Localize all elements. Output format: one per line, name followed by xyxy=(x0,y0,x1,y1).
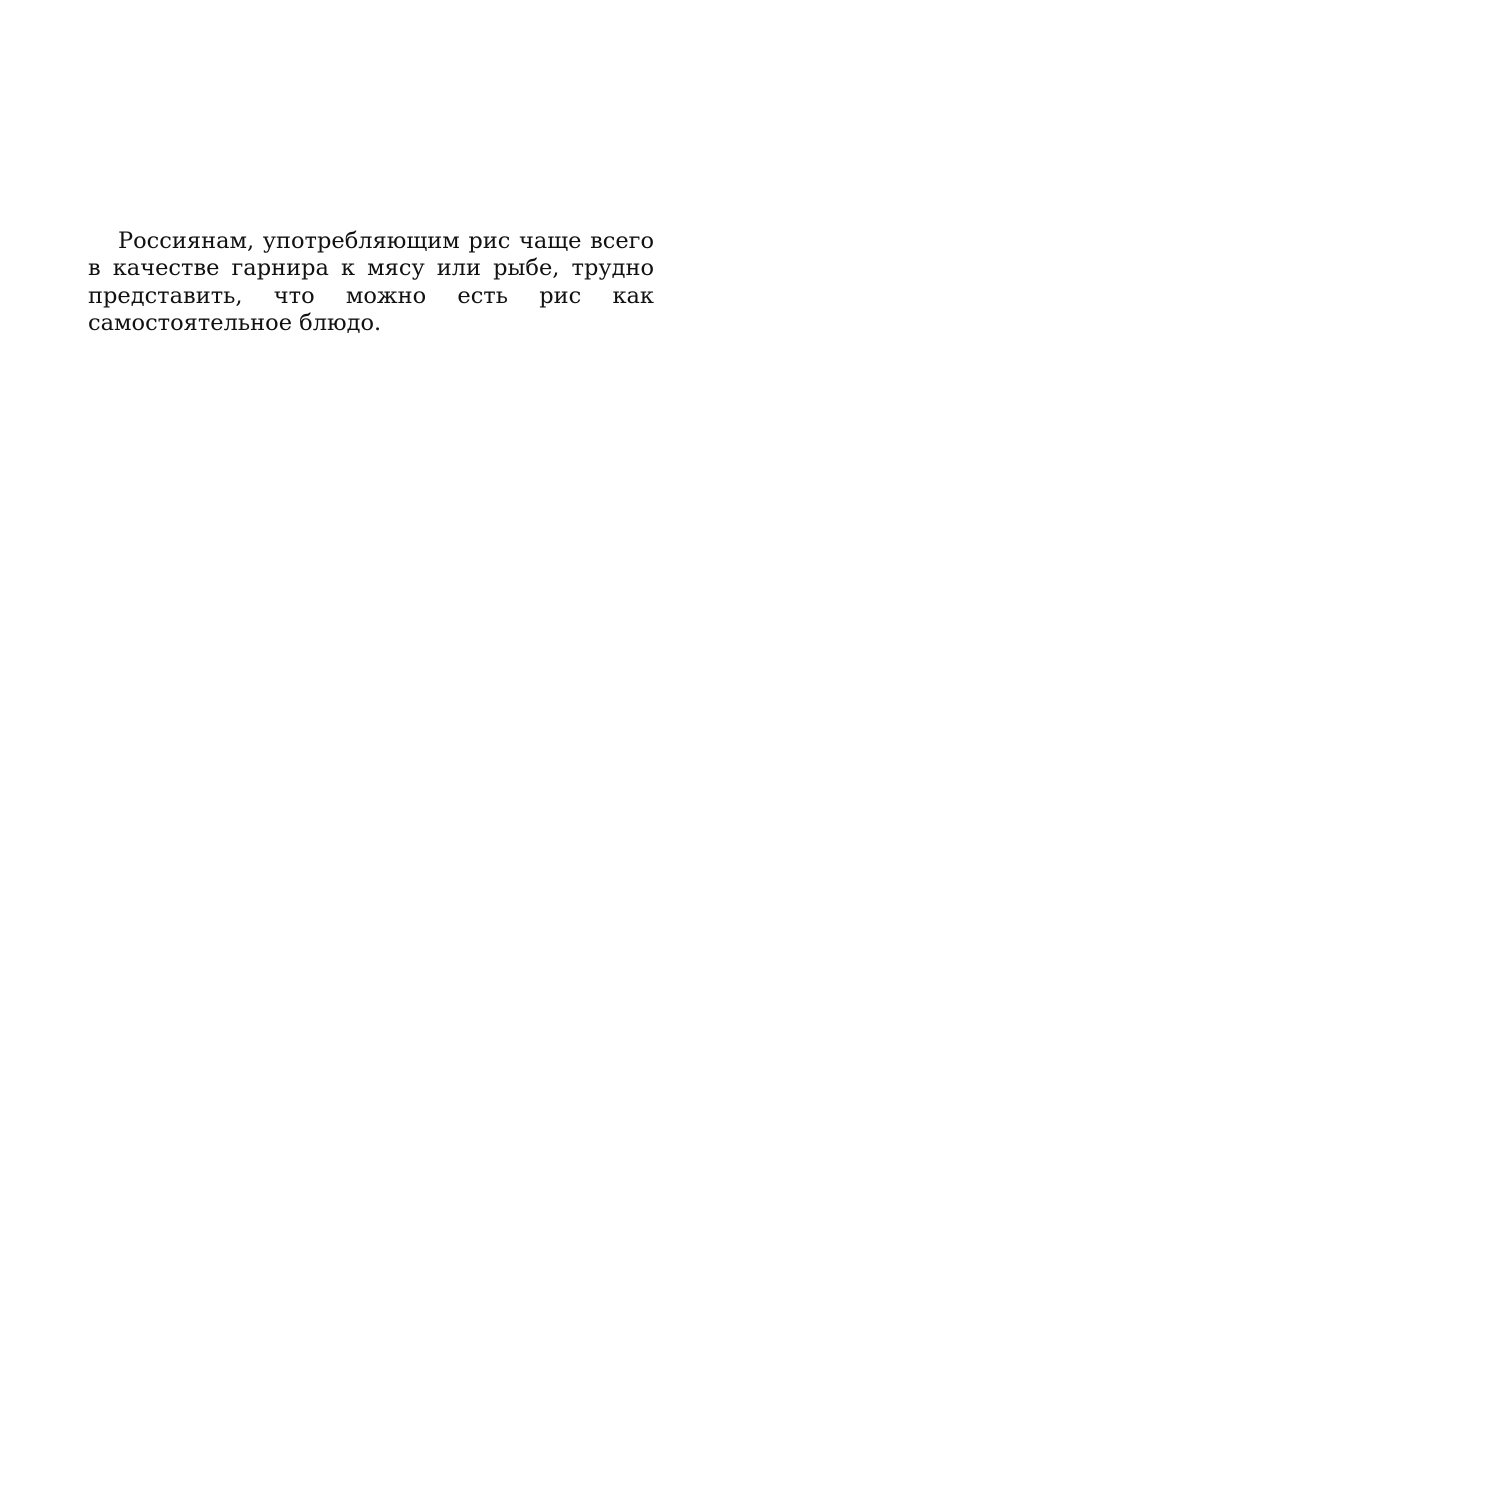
intro-excerpt: Россиянам, употребляющим рис чаще всего в качестве гарнира к мясу или рыбе, трудно представить, что можно есть рис как самостоятельное блюдо. xyxy=(88,228,654,337)
page-45 xyxy=(828,228,1394,1268)
page-44 xyxy=(88,228,654,1268)
